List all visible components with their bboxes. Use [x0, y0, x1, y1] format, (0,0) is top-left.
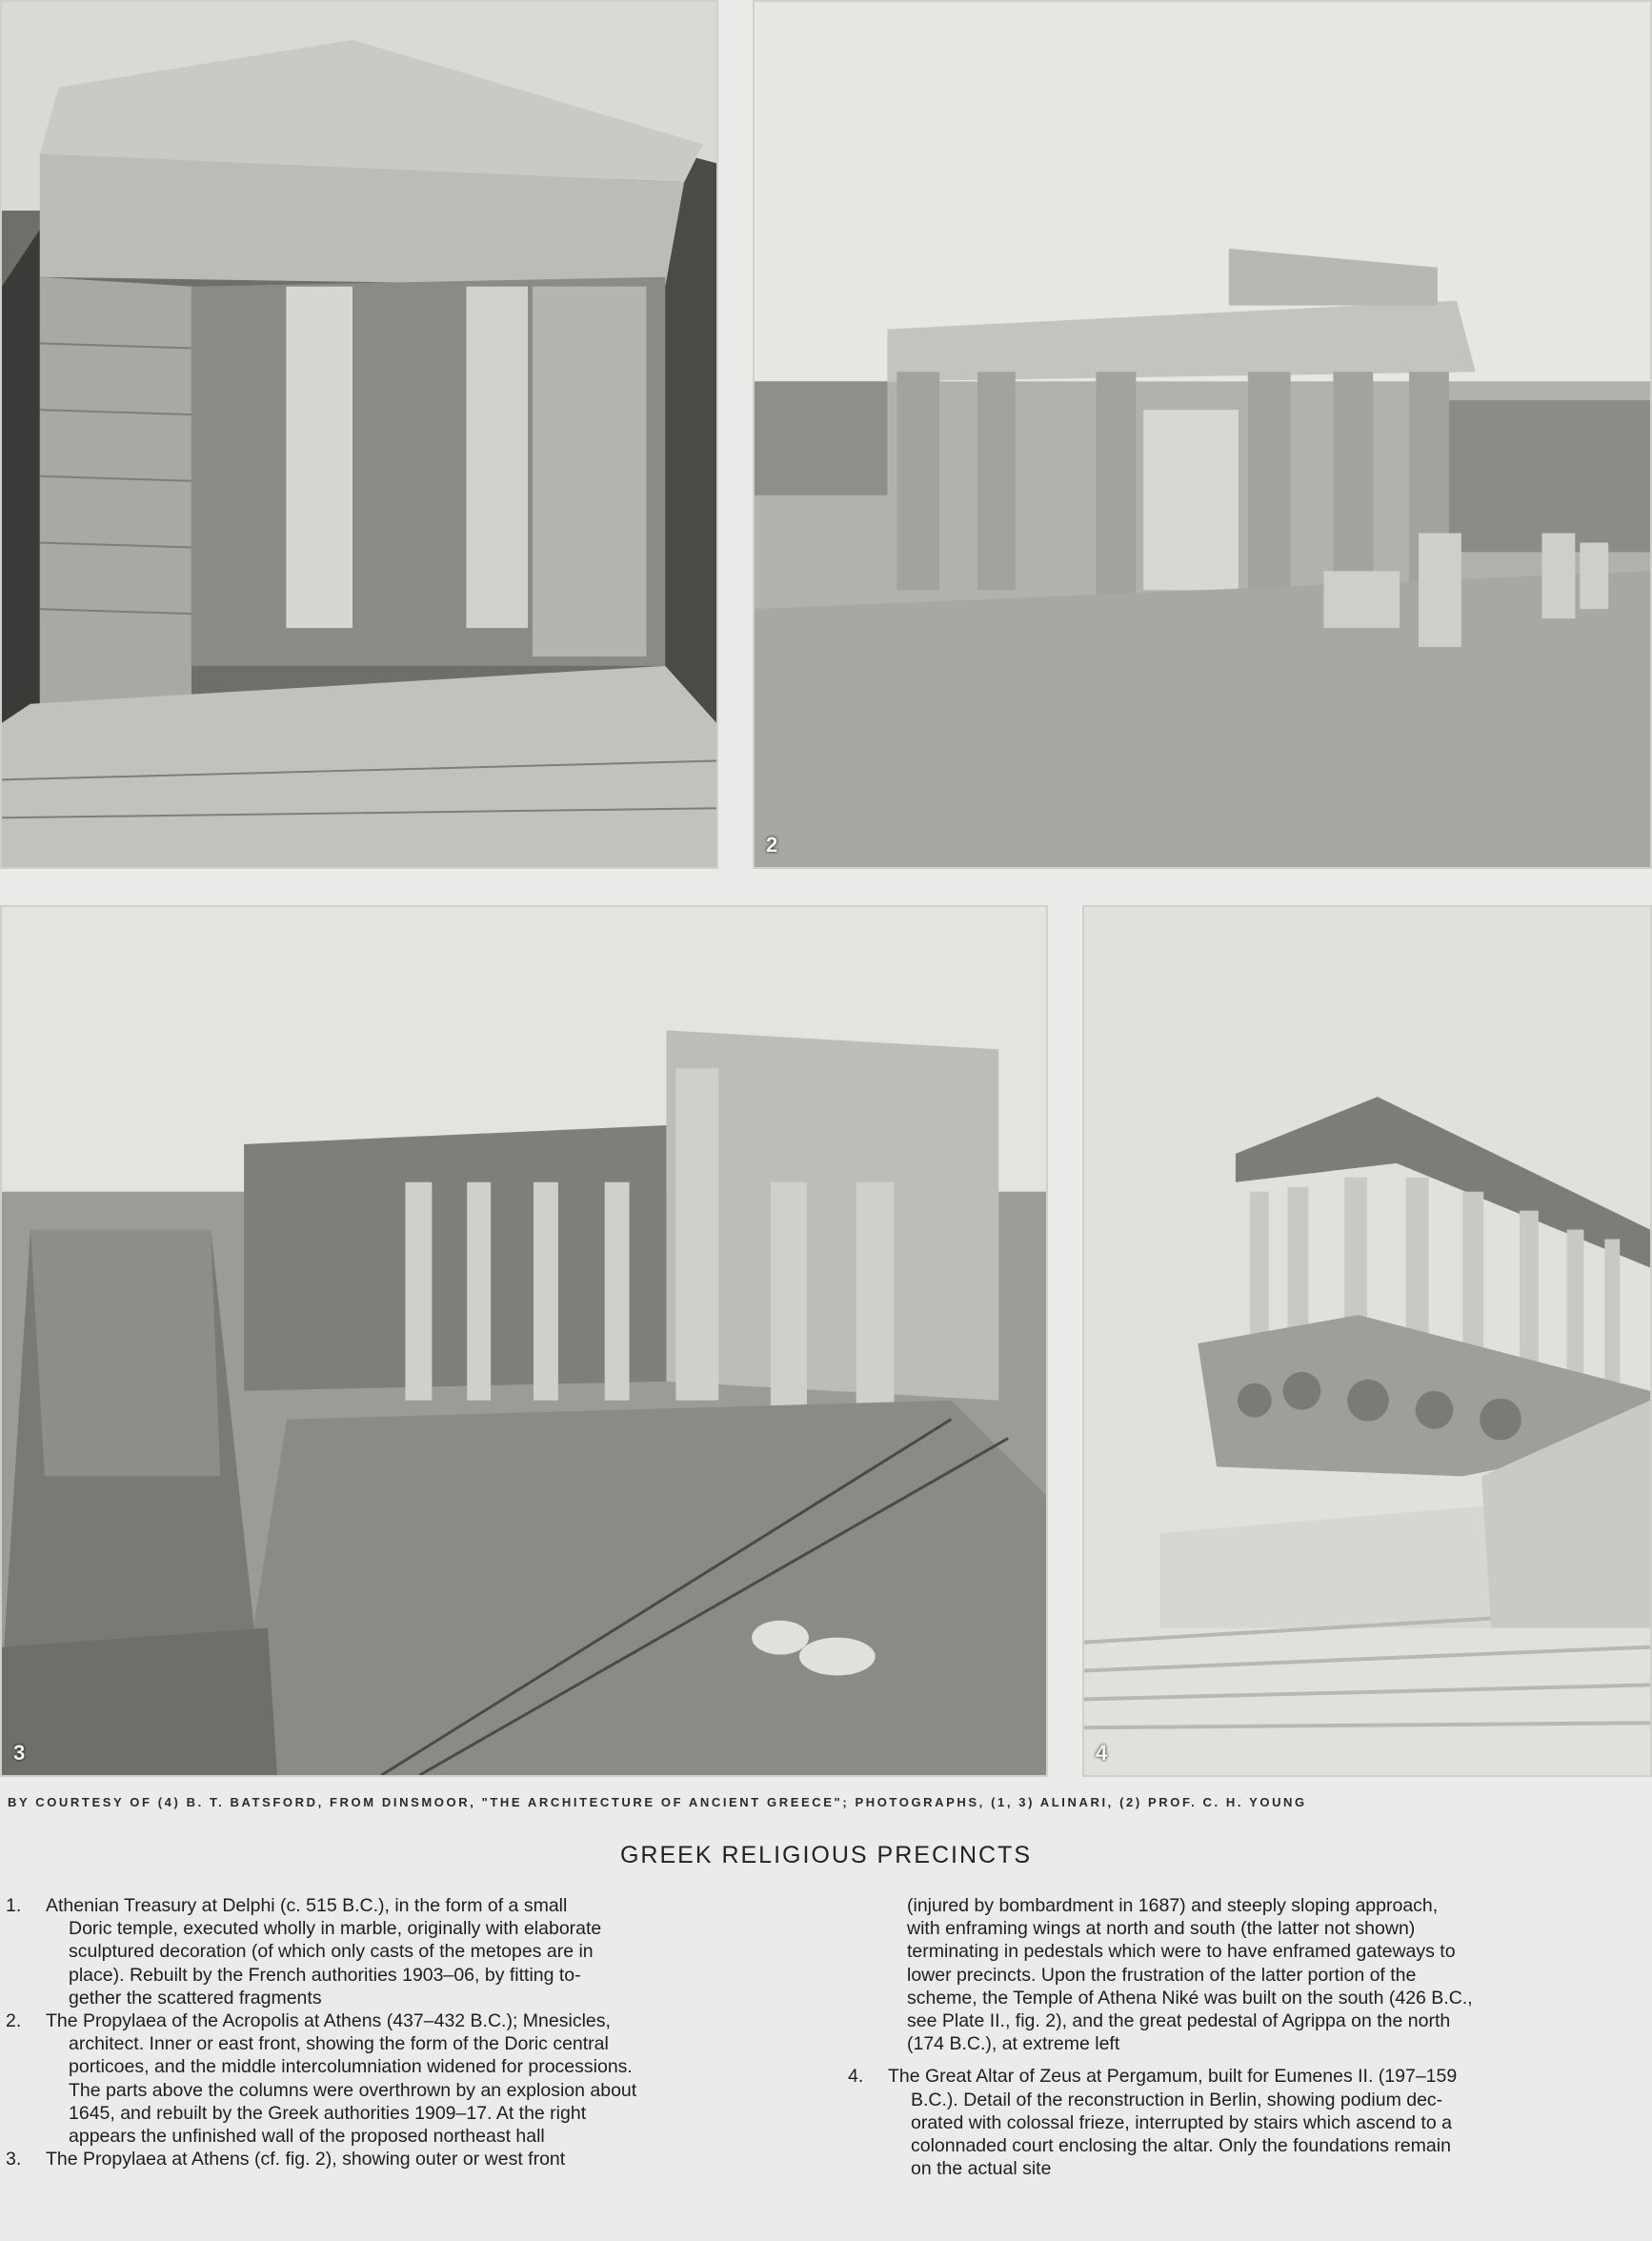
caption-number: 4. [848, 2066, 864, 2088]
athenian-treasury-photo [0, 0, 718, 869]
figure-number: 4 [1096, 1741, 1108, 1765]
caption-column-right [848, 1894, 1646, 2180]
caption-line: orated with colossal frieze, interrupted by stairs which ascend to a [911, 2111, 1452, 2133]
caption-number: 2. [6, 2010, 22, 2032]
caption-line: The Great Altar of Zeus at Pergamum, built for Eumenes II. (197–159 [888, 2066, 1458, 2088]
caption-line: with enframing wings at north and south (the latter not shown) [907, 1918, 1416, 1940]
caption-line: The Propylaea of the Acropolis at Athens (437–432 B.C.); Mnesicles, [46, 2010, 611, 2032]
figure-number: 2 [766, 833, 778, 857]
altar-of-zeus-photo [1082, 905, 1652, 1777]
caption-line: The Propylaea at Athens (cf. fig. 2), showing outer or west front [46, 2149, 566, 2170]
caption-line: 1645, and rebuilt by the Greek authorities 1909–17. At the right [69, 2102, 587, 2124]
caption-item-3-continued [848, 1894, 1646, 2055]
athenian-treasury-illustration [2, 2, 716, 867]
caption-item-2 [6, 2009, 804, 2148]
caption-line: gether the scattered fragments [69, 1987, 322, 2009]
caption-line: Doric temple, executed wholly in marble, originally with elaborate [69, 1918, 602, 1940]
caption-line: see Plate II., fig. 2), and the great pedestal of Agrippa on the north [907, 2010, 1451, 2032]
propylaea-inner-front-illustration [755, 2, 1650, 867]
caption-line: architect. Inner or east front, showing the form of the Doric central [69, 2033, 609, 2055]
caption-item-3 [6, 2148, 804, 2170]
caption-number: 1. [6, 1895, 22, 1916]
caption-gap [848, 2055, 1646, 2065]
caption-line: B.C.). Detail of the reconstruction in Berlin, showing podium dec- [911, 2089, 1443, 2110]
page-title: GREEK RELIGIOUS PRECINCTS [619, 1842, 1033, 1868]
caption-line: scheme, the Temple of Athena Niké was built on the south (426 B.C., [907, 1987, 1473, 2009]
altar-of-zeus-illustration [1084, 907, 1650, 1775]
caption-item-4 [848, 2065, 1646, 2180]
propylaea-outer-front-photo [0, 905, 1048, 1777]
caption-column-left [6, 1894, 804, 2170]
caption-line: lower precincts. Upon the frustration of the latter portion of the [907, 1964, 1417, 1986]
figure-number: 3 [13, 1741, 26, 1765]
propylaea-inner-front-photo [753, 0, 1652, 869]
caption-item-1 [6, 1894, 804, 2009]
caption-line: on the actual site [911, 2158, 1052, 2180]
caption-line: sculptured decoration (of which only casts of the metopes are in [69, 1941, 594, 1963]
photo-credit: BY COURTESY OF (4) B. T. BATSFORD, FROM DINSMOOR, "THE ARCHITECTURE OF ANCIENT GREECE"; PHOTOGRAPHS, (1, 3) ALINARI, (2) PROF. C. H. YOUNG [8, 1795, 1307, 1809]
caption-line: appears the unfinished wall of the proposed northeast hall [69, 2126, 545, 2148]
propylaea-outer-front-illustration [2, 907, 1046, 1775]
caption-line: porticoes, and the middle intercolumniation widened for processions. [69, 2056, 633, 2078]
caption-number: 3. [6, 2149, 22, 2170]
caption-line: The parts above the columns were overthrown by an explosion about [69, 2079, 637, 2101]
caption-line: (174 B.C.), at extreme left [907, 2033, 1120, 2055]
caption-line: (injured by bombardment in 1687) and steeply sloping approach, [907, 1895, 1439, 1916]
caption-line: place). Rebuilt by the French authorities 1903–06, by fitting to- [69, 1964, 581, 1986]
caption-line: terminating in pedestals which were to have enframed gateways to [907, 1941, 1456, 1963]
caption-line: colonnaded court enclosing the altar. Only the foundations remain [911, 2135, 1451, 2157]
caption-line: Athenian Treasury at Delphi (c. 515 B.C.), in the form of a small [46, 1895, 568, 1916]
